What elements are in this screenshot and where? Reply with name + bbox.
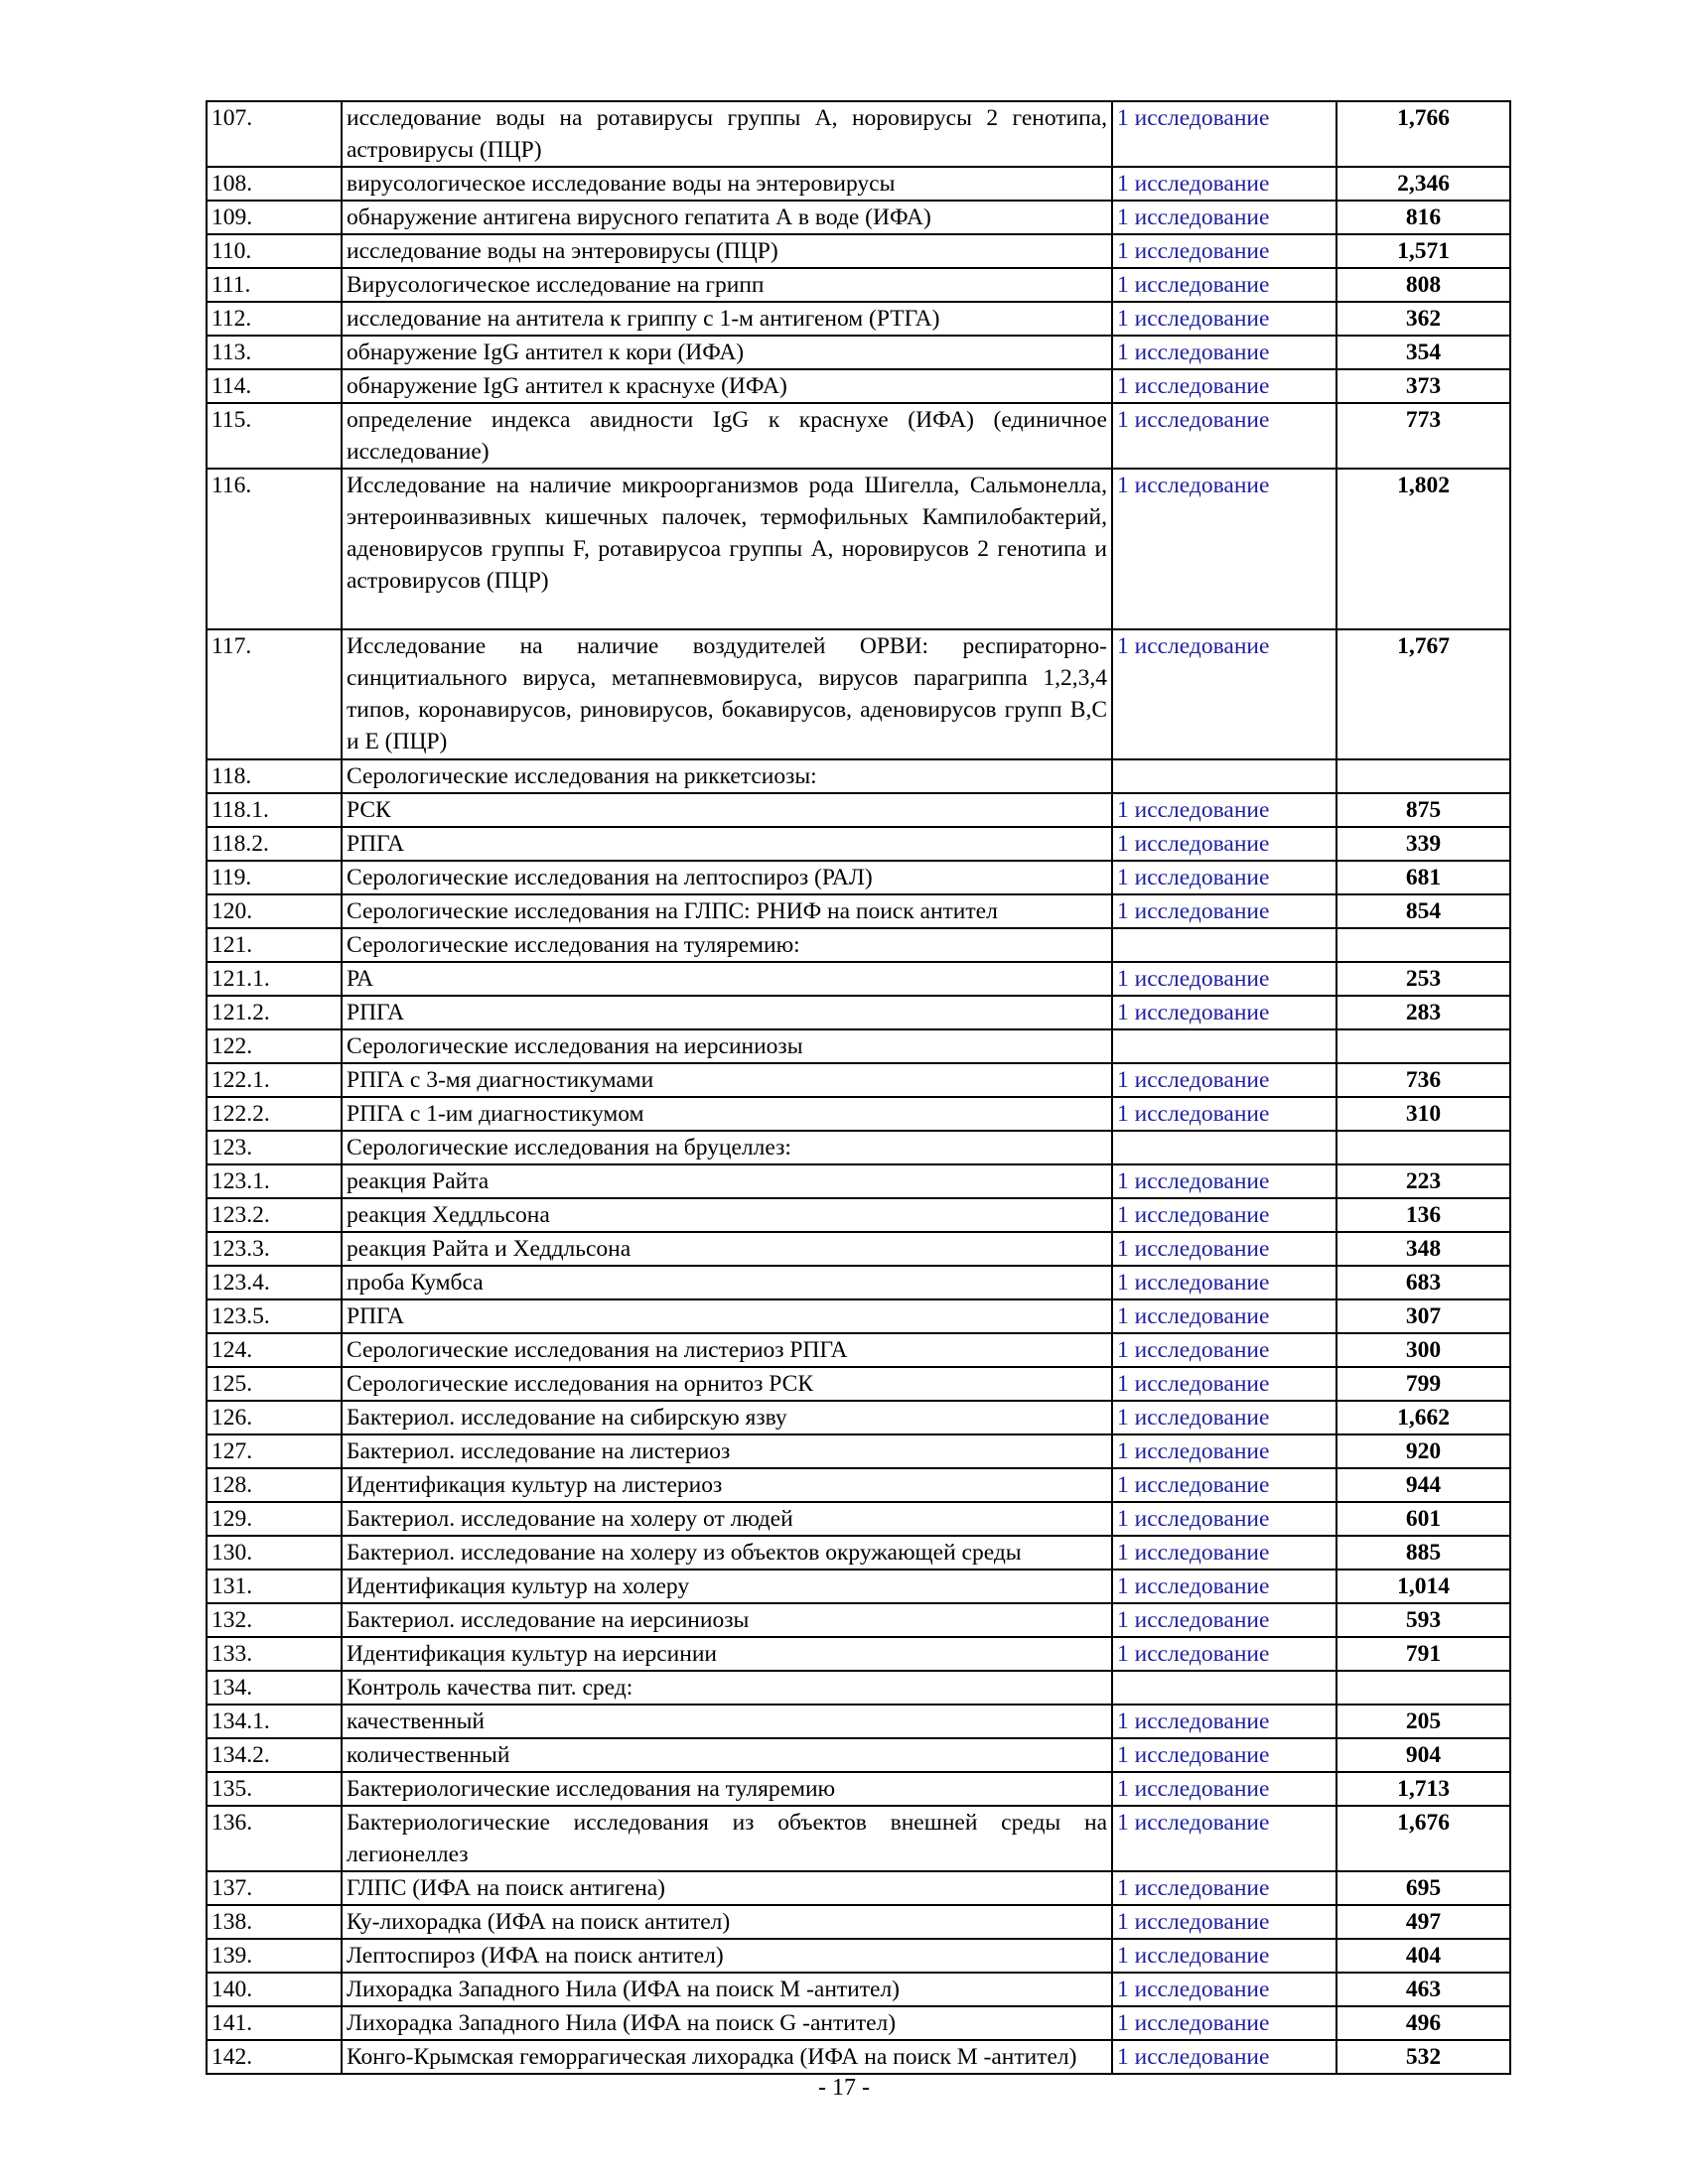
row-number-cell: 118. [207, 759, 342, 793]
table-row [207, 1570, 1510, 1603]
table-row [207, 793, 1510, 827]
row-number-cell: 110. [207, 234, 342, 268]
table-row [207, 996, 1510, 1029]
unit-cell: 1 исследование [1112, 1434, 1336, 1468]
service-name-cell: Серологические исследования на орнитоз РСК [342, 1367, 1112, 1401]
unit-cell: 1 исследование [1112, 234, 1336, 268]
price-cell: 695 [1336, 1871, 1510, 1905]
row-number-cell: 134.1. [207, 1705, 342, 1738]
price-cell: 799 [1336, 1367, 1510, 1401]
service-name-cell: РПГА [342, 1299, 1112, 1333]
table-row [207, 1434, 1510, 1468]
unit-cell: 1 исследование [1112, 1097, 1336, 1131]
unit-cell: 1 исследование [1112, 403, 1336, 469]
service-name-cell: Серологические исследования на листериоз РПГА [342, 1333, 1112, 1367]
table-row [207, 1536, 1510, 1570]
table-row [207, 201, 1510, 234]
row-number-cell: 126. [207, 1401, 342, 1434]
table-row [207, 1266, 1510, 1299]
row-number-cell: 118.1. [207, 793, 342, 827]
service-name-cell: Серологические исследования на туляремию: [342, 928, 1112, 962]
unit-cell: 1 исследование [1112, 1502, 1336, 1536]
price-cell [1336, 1131, 1510, 1164]
price-cell: 373 [1336, 369, 1510, 403]
row-number-cell: 118.2. [207, 827, 342, 861]
unit-cell: 1 исследование [1112, 629, 1336, 759]
service-name-cell: Идентификация культур на иерсинии [342, 1637, 1112, 1671]
table-row [207, 894, 1510, 928]
table-row [207, 1671, 1510, 1705]
price-cell: 1,676 [1336, 1806, 1510, 1871]
table-body [207, 101, 1510, 2074]
price-cell: 463 [1336, 1973, 1510, 2006]
price-cell: 1,014 [1336, 1570, 1510, 1603]
price-cell: 1,571 [1336, 234, 1510, 268]
row-number-cell: 124. [207, 1333, 342, 1367]
service-name-cell: Бактериологические исследования из объектов внешней среды на легионеллез [342, 1806, 1112, 1871]
row-number-cell: 134.2. [207, 1738, 342, 1772]
page-number: - 17 - [818, 2075, 870, 2101]
row-number-cell: 114. [207, 369, 342, 403]
row-number-cell: 142. [207, 2040, 342, 2074]
row-number-cell: 121.2. [207, 996, 342, 1029]
table-row [207, 1401, 1510, 1434]
unit-cell: 1 исследование [1112, 793, 1336, 827]
service-name-cell: обнаружение IgG антител к краснухе (ИФА) [342, 369, 1112, 403]
row-number-cell: 141. [207, 2006, 342, 2040]
service-name-cell: обнаружение антигена вирусного гепатита А в воде (ИФА) [342, 201, 1112, 234]
price-cell: 354 [1336, 336, 1510, 369]
row-number-cell: 128. [207, 1468, 342, 1502]
service-name-cell: Идентификация культур на холеру [342, 1570, 1112, 1603]
price-cell: 497 [1336, 1905, 1510, 1939]
service-name-cell: исследование воды на ротавирусы группы А, норовирусы 2 генотипа, астровирусы (ПЦР) [342, 101, 1112, 167]
unit-cell: 1 исследование [1112, 302, 1336, 336]
row-number-cell: 137. [207, 1871, 342, 1905]
price-cell [1336, 1671, 1510, 1705]
price-cell: 681 [1336, 861, 1510, 894]
row-number-cell: 123.3. [207, 1232, 342, 1266]
table-row [207, 1603, 1510, 1637]
row-number-cell: 115. [207, 403, 342, 469]
row-number-cell: 123. [207, 1131, 342, 1164]
service-name-cell: Лихорадка Западного Нила (ИФА на поиск G -антител) [342, 2006, 1112, 2040]
row-number-cell: 121.1. [207, 962, 342, 996]
table-row [207, 629, 1510, 759]
unit-cell: 1 исследование [1112, 1905, 1336, 1939]
row-number-cell: 132. [207, 1603, 342, 1637]
service-name-cell: количественный [342, 1738, 1112, 1772]
price-cell: 223 [1336, 1164, 1510, 1198]
service-name-cell: Серологические исследования на лептоспироз (РАЛ) [342, 861, 1112, 894]
unit-cell [1112, 759, 1336, 793]
row-number-cell: 111. [207, 268, 342, 302]
table-row [207, 928, 1510, 962]
unit-cell: 1 исследование [1112, 962, 1336, 996]
unit-cell: 1 исследование [1112, 1570, 1336, 1603]
row-number-cell: 108. [207, 167, 342, 201]
service-name-cell: исследование воды на энтеровирусы (ПЦР) [342, 234, 1112, 268]
service-name-cell: РСК [342, 793, 1112, 827]
row-number-cell: 113. [207, 336, 342, 369]
service-name-cell: реакция Райта [342, 1164, 1112, 1198]
table-row [207, 962, 1510, 996]
unit-cell: 1 исследование [1112, 1705, 1336, 1738]
price-cell: 404 [1336, 1939, 1510, 1973]
table-row [207, 369, 1510, 403]
price-cell: 1,802 [1336, 469, 1510, 629]
service-name-cell: Серологические исследования на бруцеллез: [342, 1131, 1112, 1164]
service-name-cell: Лихорадка Западного Нила (ИФА на поиск М -антител) [342, 1973, 1112, 2006]
price-cell: 683 [1336, 1266, 1510, 1299]
unit-cell: 1 исследование [1112, 1772, 1336, 1806]
row-number-cell: 123.2. [207, 1198, 342, 1232]
table-row [207, 1097, 1510, 1131]
price-cell: 944 [1336, 1468, 1510, 1502]
price-cell: 1,766 [1336, 101, 1510, 167]
unit-cell: 1 исследование [1112, 2006, 1336, 2040]
row-number-cell: 117. [207, 629, 342, 759]
row-number-cell: 140. [207, 1973, 342, 2006]
price-cell [1336, 759, 1510, 793]
unit-cell: 1 исследование [1112, 336, 1336, 369]
table-row [207, 1164, 1510, 1198]
row-number-cell: 122. [207, 1029, 342, 1063]
service-name-cell: Вирусологическое исследование на грипп [342, 268, 1112, 302]
unit-cell: 1 исследование [1112, 1299, 1336, 1333]
unit-cell: 1 исследование [1112, 1232, 1336, 1266]
price-cell [1336, 928, 1510, 962]
price-cell: 496 [1336, 2006, 1510, 2040]
table-row [207, 1905, 1510, 1939]
service-name-cell: реакция Хеддльсона [342, 1198, 1112, 1232]
row-number-cell: 135. [207, 1772, 342, 1806]
price-cell: 816 [1336, 201, 1510, 234]
unit-cell: 1 исследование [1112, 1401, 1336, 1434]
price-cell: 1,767 [1336, 629, 1510, 759]
table-row [207, 1367, 1510, 1401]
service-name-cell: Исследование на наличие микроорганизмов рода Шигелла, Сальмонелла, энтероинвазивных кишечных палочек, термофильных Кампилобактерий, аденовирусов группы F, ротавирусоа группы А, норовирусов 2 генотипа и астровирусов (ПЦР) [342, 469, 1112, 629]
price-cell: 593 [1336, 1603, 1510, 1637]
table-row [207, 2006, 1510, 2040]
unit-cell: 1 исследование [1112, 1871, 1336, 1905]
unit-cell: 1 исследование [1112, 469, 1336, 629]
unit-cell: 1 исследование [1112, 369, 1336, 403]
price-cell: 904 [1336, 1738, 1510, 1772]
row-number-cell: 138. [207, 1905, 342, 1939]
table-row [207, 2040, 1510, 2074]
table-row [207, 1806, 1510, 1871]
table-row [207, 1772, 1510, 1806]
table-row [207, 1871, 1510, 1905]
unit-cell: 1 исследование [1112, 1738, 1336, 1772]
service-name-cell: проба Кумбса [342, 1266, 1112, 1299]
row-number-cell: 112. [207, 302, 342, 336]
unit-cell: 1 исследование [1112, 1939, 1336, 1973]
service-name-cell: Бактериологические исследования на туляремию [342, 1772, 1112, 1806]
service-name-cell: Серологические исследования на иерсиниозы [342, 1029, 1112, 1063]
service-name-cell: Бактериол. исследование на листериоз [342, 1434, 1112, 1468]
service-name-cell: РПГА [342, 996, 1112, 1029]
table-row [207, 1939, 1510, 1973]
price-cell: 339 [1336, 827, 1510, 861]
service-name-cell: Бактериол. исследование на холеру из объектов окружающей среды [342, 1536, 1112, 1570]
table-row [207, 1063, 1510, 1097]
unit-cell: 1 исследование [1112, 1806, 1336, 1871]
price-cell: 136 [1336, 1198, 1510, 1232]
unit-cell: 1 исследование [1112, 894, 1336, 928]
unit-cell: 1 исследование [1112, 167, 1336, 201]
unit-cell: 1 исследование [1112, 1973, 1336, 2006]
row-number-cell: 122.1. [207, 1063, 342, 1097]
table-row [207, 827, 1510, 861]
price-cell: 307 [1336, 1299, 1510, 1333]
unit-cell [1112, 1131, 1336, 1164]
unit-cell: 1 исследование [1112, 1468, 1336, 1502]
service-name-cell: реакция Райта и Хеддльсона [342, 1232, 1112, 1266]
unit-cell: 1 исследование [1112, 1637, 1336, 1671]
service-name-cell: РПГА с 3-мя диагностикумами [342, 1063, 1112, 1097]
table-row [207, 403, 1510, 469]
price-cell: 854 [1336, 894, 1510, 928]
row-number-cell: 125. [207, 1367, 342, 1401]
unit-cell: 1 исследование [1112, 1333, 1336, 1367]
unit-cell: 1 исследование [1112, 1164, 1336, 1198]
row-number-cell: 133. [207, 1637, 342, 1671]
price-table [206, 100, 1511, 2075]
service-name-cell: Лептоспироз (ИФА на поиск антител) [342, 1939, 1112, 1973]
price-cell: 362 [1336, 302, 1510, 336]
table-row [207, 336, 1510, 369]
price-cell: 253 [1336, 962, 1510, 996]
unit-cell: 1 исследование [1112, 861, 1336, 894]
price-cell: 1,713 [1336, 1772, 1510, 1806]
table-row [207, 1973, 1510, 2006]
table-row [207, 469, 1510, 629]
table-row [207, 1299, 1510, 1333]
price-cell: 300 [1336, 1333, 1510, 1367]
table-row [207, 234, 1510, 268]
price-cell: 875 [1336, 793, 1510, 827]
row-number-cell: 121. [207, 928, 342, 962]
price-cell: 310 [1336, 1097, 1510, 1131]
unit-cell: 1 исследование [1112, 1266, 1336, 1299]
row-number-cell: 120. [207, 894, 342, 928]
service-name-cell: РА [342, 962, 1112, 996]
price-cell: 920 [1336, 1434, 1510, 1468]
row-number-cell: 139. [207, 1939, 342, 1973]
unit-cell: 1 исследование [1112, 1603, 1336, 1637]
service-name-cell: качественный [342, 1705, 1112, 1738]
table-row [207, 1502, 1510, 1536]
table-row [207, 1029, 1510, 1063]
unit-cell: 1 исследование [1112, 201, 1336, 234]
row-number-cell: 116. [207, 469, 342, 629]
row-number-cell: 123.4. [207, 1266, 342, 1299]
table-row [207, 1198, 1510, 1232]
row-number-cell: 119. [207, 861, 342, 894]
table-row [207, 1333, 1510, 1367]
price-cell: 205 [1336, 1705, 1510, 1738]
row-number-cell: 131. [207, 1570, 342, 1603]
row-number-cell: 130. [207, 1536, 342, 1570]
service-name-cell: Бактериол. исследование на сибирскую язву [342, 1401, 1112, 1434]
price-cell: 791 [1336, 1637, 1510, 1671]
service-name-cell: Идентификация культур на листериоз [342, 1468, 1112, 1502]
table-row [207, 1131, 1510, 1164]
service-name-cell: Контроль качества пит. сред: [342, 1671, 1112, 1705]
service-name-cell: вирусологическое исследование воды на энтеровирусы [342, 167, 1112, 201]
service-name-cell: Бактериол. исследование на холеру от людей [342, 1502, 1112, 1536]
table-row [207, 1637, 1510, 1671]
unit-cell: 1 исследование [1112, 1198, 1336, 1232]
table-row [207, 268, 1510, 302]
row-number-cell: 107. [207, 101, 342, 167]
unit-cell [1112, 1029, 1336, 1063]
row-number-cell: 127. [207, 1434, 342, 1468]
service-name-cell: Серологические исследования на ГЛПС: РНИФ на поиск антител [342, 894, 1112, 928]
price-cell: 601 [1336, 1502, 1510, 1536]
price-cell: 773 [1336, 403, 1510, 469]
row-number-cell: 122.2. [207, 1097, 342, 1131]
service-name-cell: РПГА [342, 827, 1112, 861]
service-name-cell: Серологические исследования на риккетсиозы: [342, 759, 1112, 793]
price-cell: 2,346 [1336, 167, 1510, 201]
row-number-cell: 136. [207, 1806, 342, 1871]
price-cell: 808 [1336, 268, 1510, 302]
table-row [207, 302, 1510, 336]
service-name-cell: ГЛПС (ИФА на поиск антигена) [342, 1871, 1112, 1905]
price-cell: 736 [1336, 1063, 1510, 1097]
row-number-cell: 134. [207, 1671, 342, 1705]
unit-cell [1112, 928, 1336, 962]
service-name-cell: обнаружение IgG антител к кори (ИФА) [342, 336, 1112, 369]
table-row [207, 167, 1510, 201]
table-row [207, 759, 1510, 793]
unit-cell: 1 исследование [1112, 1367, 1336, 1401]
table-row [207, 861, 1510, 894]
service-name-cell: Ку-лихорадка (ИФА на поиск антител) [342, 1905, 1112, 1939]
unit-cell: 1 исследование [1112, 996, 1336, 1029]
table-row [207, 101, 1510, 167]
price-cell [1336, 1029, 1510, 1063]
table-row [207, 1468, 1510, 1502]
price-cell: 532 [1336, 2040, 1510, 2074]
row-number-cell: 109. [207, 201, 342, 234]
row-number-cell: 123.1. [207, 1164, 342, 1198]
table-row [207, 1738, 1510, 1772]
unit-cell: 1 исследование [1112, 1063, 1336, 1097]
service-name-cell: определение индекса авидности IgG к краснухе (ИФА) (единичное исследование) [342, 403, 1112, 469]
service-name-cell: Конго-Крымская геморрагическая лихорадка (ИФА на поиск М -антител) [342, 2040, 1112, 2074]
price-cell: 283 [1336, 996, 1510, 1029]
unit-cell: 1 исследование [1112, 268, 1336, 302]
price-cell: 1,662 [1336, 1401, 1510, 1434]
table-row [207, 1232, 1510, 1266]
service-name-cell: РПГА с 1-им диагностикумом [342, 1097, 1112, 1131]
unit-cell: 1 исследование [1112, 101, 1336, 167]
service-name-cell: Бактериол. исследование на иерсиниозы [342, 1603, 1112, 1637]
row-number-cell: 123.5. [207, 1299, 342, 1333]
unit-cell: 1 исследование [1112, 1536, 1336, 1570]
service-name-cell: Исследование на наличие воздудителей ОРВИ: респираторно-синцитиального вируса, метапневмовируса, вирусов парагриппа 1,2,3,4 типов, коронавирусов, риновирусов, бокавирусов, аденовирусов групп В,С и Е (ПЦР) [342, 629, 1112, 759]
row-number-cell: 129. [207, 1502, 342, 1536]
table-row [207, 1705, 1510, 1738]
unit-cell: 1 исследование [1112, 827, 1336, 861]
unit-cell [1112, 1671, 1336, 1705]
price-cell: 348 [1336, 1232, 1510, 1266]
price-cell: 885 [1336, 1536, 1510, 1570]
unit-cell: 1 исследование [1112, 2040, 1336, 2074]
service-name-cell: исследование на антитела к гриппу с 1-м антигеном (РТГА) [342, 302, 1112, 336]
